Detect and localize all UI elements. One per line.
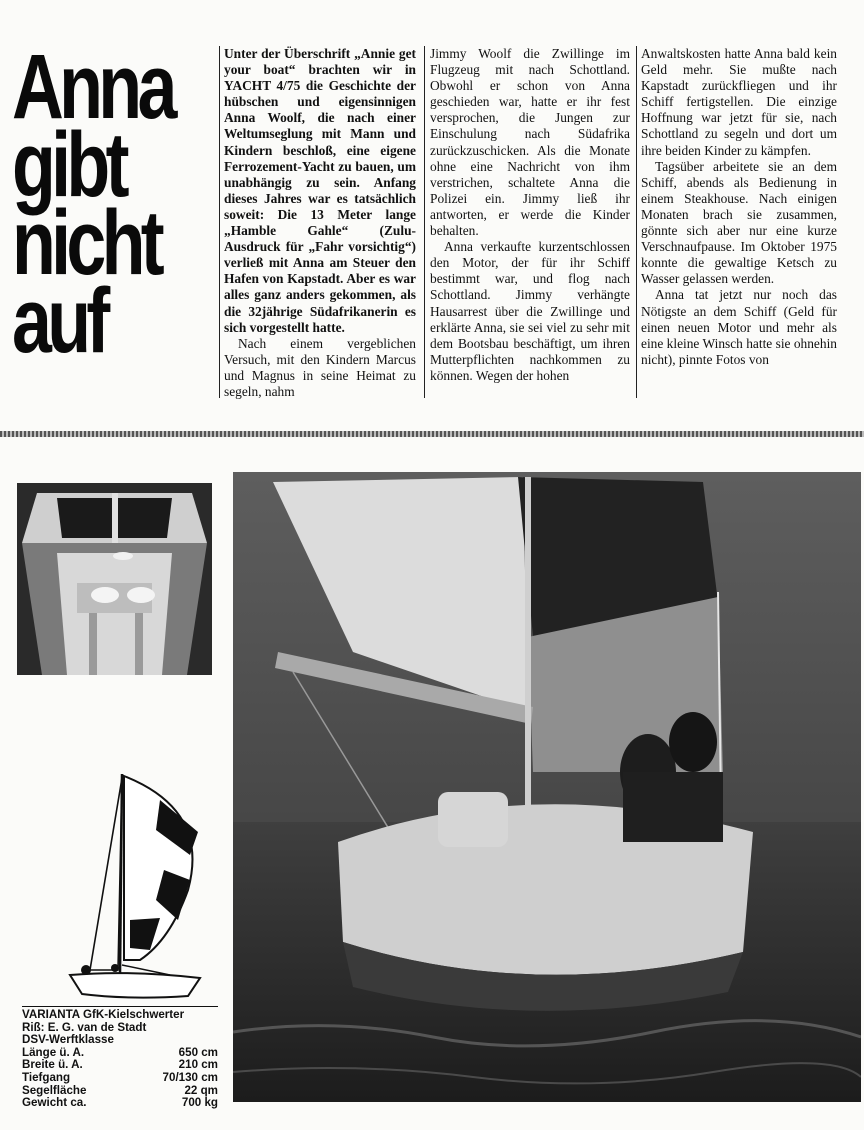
cockpit-photo [17,483,212,675]
article-column-3 [641,46,837,368]
article-paragraph: Anna tat jetzt nur noch das Nötigste an dem Schiff (Geld für einen neuen Motor und mehr als eine kleine Winsch hatte sie ohnehin nicht), pinnte Fotos von [641,287,837,367]
spec-value: 70/130 cm [162,1070,218,1084]
specs-rule [22,1006,218,1007]
article-paragraph: Nach einem vergeblichen Versuch, mit den Kindern Marcus und Magnus in seine Heimat zu segeln, nahm [224,335,416,399]
spec-row [22,1097,218,1110]
article-column-1 [224,46,416,400]
spec-label: Segelfläche [22,1083,87,1097]
headline-line-1: Anna [12,36,173,138]
headline-line-3: nicht [12,192,161,294]
spec-label: Tiefgang [22,1070,71,1084]
article-paragraph: Anna verkaufte kurzentschlossen den Motor, der für ihr Schiff bestimmt war, und flog nach Schottland. Jimmy verhängte Hausarrest über die Zwillinge und erklärte Anna, sie sei viel zu sehr mit dem Bootsbau beschäftigt, um ihren Mutterpflichten nachkommen zu können. Wegen der hohen [430,239,630,383]
column-rule-2 [424,46,425,398]
spec-label: Gewicht ca. [22,1096,87,1110]
sail-plan-sketch [60,770,210,1002]
article-column-2 [430,46,630,384]
column-rule-3 [636,46,637,398]
headline-line-4: auf [12,270,106,372]
article-paragraph: Tagsüber arbeitete sie an dem Schiff, abends als Bedienung in einem Steakhouse. Nach einigen Monaten brach sie zusammen, gönnte sich aber nur eine kurze Verschnaufpause. Im Oktober 1975 konnte die gewaltige Ketsch zu Wasser gelassen werden. [641,158,837,287]
article-paragraph: Anwaltskosten hatte Anna bald kein Geld mehr. Sie mußte nach Kapstadt zurückfliegen und ihr Schiff fertigstellen. Die einzige Hoffnung war jetzt für sie, nach Schottland zu segeln und dort um ihre beiden Kinder zu kämpfen. [641,46,837,158]
article-paragraph: Jimmy Woolf die Zwillinge im Flugzeug mit nach Schottland. Obwohl er schon von Anna geschieden war, hatte er ihr fest versprochen, die Jungen zur Einschulung nach Südafrika zurückzuschicken. Als die Monate ohne eine Nachricht von ihm verstrichen, schaltete Anna die Polizei ein. Jimmy ließ ihr antworten, er werde die Kinder behalten. [430,46,630,239]
specs-title: VARIANTA GfK-Kielschwerter [22,1008,185,1021]
column-rule-1 [219,46,220,398]
spec-label: Länge ü. A. [22,1045,85,1059]
headline [12,36,173,372]
spec-label: Breite ü. A. [22,1058,83,1072]
sailboat-photo [233,472,861,1102]
spec-value: 22 qm [184,1083,218,1097]
specs-class: DSV-Werftklasse [22,1033,114,1047]
specs-designer: Riß: E. G. van de Stadt [22,1020,147,1034]
headline-line-2: gibt [12,114,125,216]
spec-value: 210 cm [178,1058,218,1072]
spec-value: 700 kg [181,1096,218,1110]
page-separator [0,431,864,437]
spec-value: 650 cm [178,1045,218,1059]
article-lead: Unter der Überschrift „Annie get your boat“ brachten wir in YACHT 4/75 die Geschichte der hübschen und eigensinnigen Anna Woolf, die nach einer Weltumseglung mit Mann und Kindern beschloß, eine eigene Ferrozement-Yacht zu bauen, um unabhängig zu sein. Anfang dieses Jahres war es tatsächlich soweit: Die 13 Meter lange „Hamble Gahle“ (Zulu-Ausdruck für „Fahr vorsichtig“) verließ mit Anna am Steuer den Hafen von Kapstadt. Aber es war alles ganz anders gekommen, als die 32jährige Südafrikanerin es sich vorgestellt hatte. [224,46,416,335]
boat-specs [22,1006,218,1110]
spec-row [22,1072,218,1085]
